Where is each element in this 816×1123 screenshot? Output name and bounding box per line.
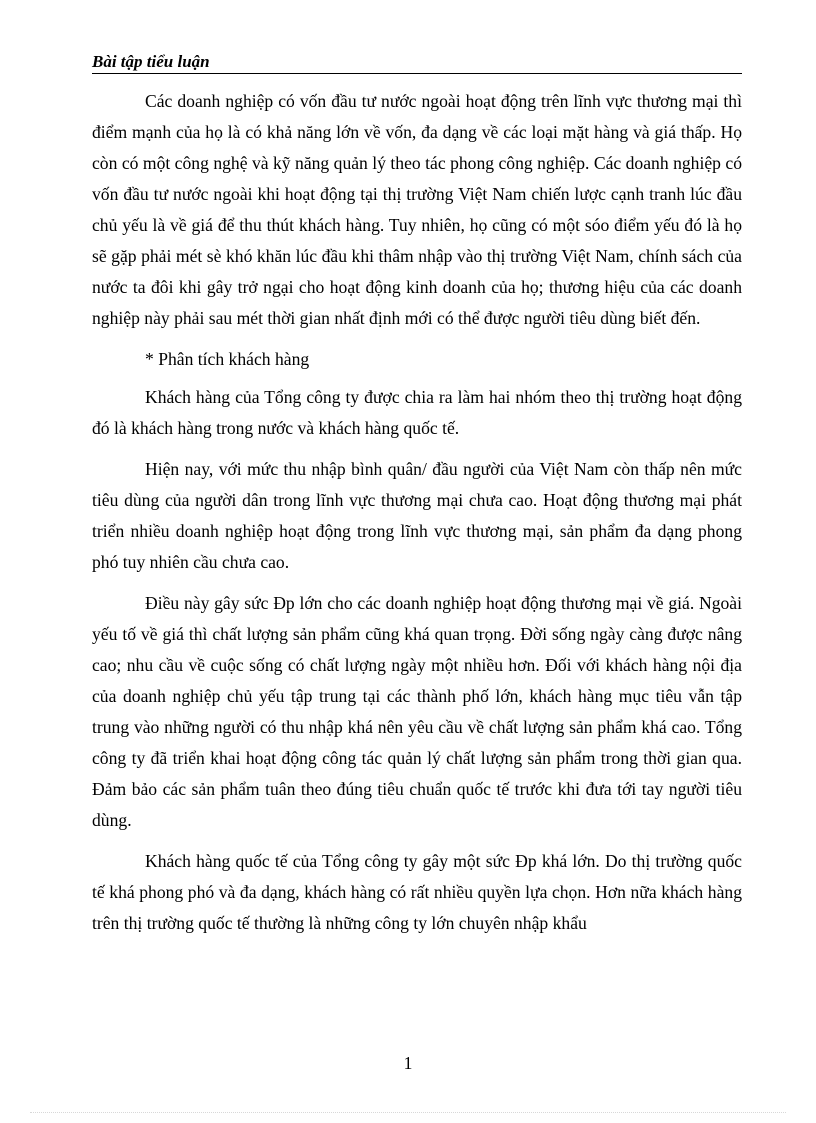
section-heading-customer-analysis: * Phân tích khách hàng: [145, 349, 310, 369]
document-body: [92, 86, 742, 949]
paragraph-price-pressure: Điều này gây sức Ðp lớn cho các doanh nghiệp hoạt động thương mại về giá. Ngoài yếu tố về giá thì chất lượng sản phẩm cũng khá quan trọng. Đời sống ngày càng được nâng cao; nhu cầu về cuộc sống có chất lượng ngày một nhiều hơn. Đối với khách hàng nội địa của doanh nghiệp chủ yếu tập trung tại các thành phố lớn, khách hàng mục tiêu vẫn tập trung vào những người có thu nhập khá nên yêu cầu về chất lượng sản phẩm khá cao. Tổng công ty đã triển khai hoạt động công tác quản lý chất lượng sản phẩm trong thời gian qua. Đảm bảo các sản phẩm tuân theo đúng tiêu chuẩn quốc tế trước khi đưa tới tay người tiêu dùng.: [92, 593, 742, 830]
page-number: 1: [403, 1053, 413, 1073]
paragraph-customer-groups: Khách hàng của Tổng công ty được chia ra làm hai nhóm theo thị trường hoạt động đó là khách hàng trong nước và khách hàng quốc tế.: [92, 387, 742, 438]
paragraph-foreign-enterprises: Các doanh nghiệp có vốn đầu tư nước ngoài hoạt động trên lĩnh vực thương mại thì điểm mạnh của họ là có khả năng lớn về vốn, đa dạng về các loại mặt hàng và giá thấp. Họ còn có một công nghệ và kỹ năng quản lý theo tác phong công nghiệp. Các doanh nghiệp có vốn đầu tư nước ngoài khi hoạt động tại thị trường Việt Nam chiến lược cạnh tranh lúc đầu chủ yếu là về giá để thu thút khách hàng. Tuy nhiên, họ cũng có một sóo điểm yếu đó là họ sẽ gặp phải mét sè khó khăn lúc đầu khi thâm nhập vào thị trường Việt Nam, chính sách của nước ta đôi khi gây trở ngại cho hoạt động kinh doanh của họ; thương hiệu của các doanh nghiệp này phải sau mét thời gian nhất định mới có thể được người tiêu dùng biết đến.: [92, 91, 742, 328]
page-header-title: Bài tập tiểu luận: [92, 52, 742, 74]
paragraph-international-customers: Khách hàng quốc tế của Tổng công ty gây một sức Ðp khá lớn. Do thị trường quốc tế khá phong phó và đa dạng, khách hàng có rất nhiều quyền lựa chọn. Hơn nữa khách hàng trên thị trường quốc tế thường là những công ty lớn chuyên nhập khẩu: [92, 851, 742, 933]
paragraph-income-level: Hiện nay, với mức thu nhập bình quân/ đầu người của Việt Nam còn thấp nên mức tiêu dùng của người dân trong lĩnh vực thương mại chưa cao. Hoạt động thương mại phát triển nhiều doanh nghiệp hoạt động trong lĩnh vực thương mại, sản phẩm đa dạng phong phó tuy nhiên cầu chưa cao.: [92, 459, 742, 572]
page-bottom-divider: [30, 1112, 786, 1113]
